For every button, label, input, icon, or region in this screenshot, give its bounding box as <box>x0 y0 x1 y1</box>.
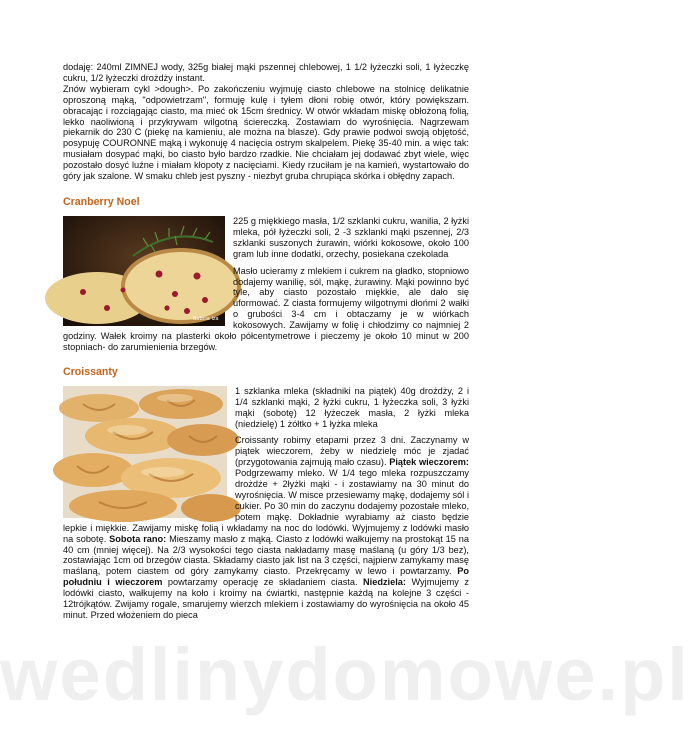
cranberry-cookies-photo <box>63 216 225 326</box>
saturday-morning-label: Sobota rano: <box>109 533 167 544</box>
afternoon-evening-label: Po południu i wieczorem <box>63 566 469 588</box>
croissanty-heading: Croissanty <box>63 365 118 378</box>
sunday-label: Niedziela: <box>363 577 406 588</box>
saturday-morning-text: Mieszamy masło z mąką. Ciasto z lodówki wałkujemy na prostokąt 15 na 40 cm (mniej więcej). Na 2/3 wysokości tego ciasta nakładamy masę maślaną (u góry 1/3 bez), zostawiając 1cm od brzegów ciasta. Składamy ciasto jak list na 3 części, najpierw zamykamy masę maślaną, potem ciastem od góry zamykamy ciasto. Przekręcamy w lewo i powtarzamy. <box>63 533 469 577</box>
friday-evening-text: Podgrzewamy mleko. W 1/4 tego mleka rozpuszczamy drożdże + 2łyżki mąki - i zostawiamy na 30 minut do wyrośnięcia. W misce przesiewamy mąkę, dodajemy sól i cukier. Po 30 min do zaczynu dodajemy pozostałe mleko, potem mąkę. Dokładnie wyrabiamy aż ciasto będzie lepkie i miękkie. Zawijamy miskę folią i wkładamy na noc do lodówki. Wyjmujemy z lodówki masło na sobotę. <box>63 468 469 544</box>
intro-paragraph-1: dodaję: 240ml ZIMNEJ wody, 325g białej mąki pszennej chlebowej, 1 1/2 łyżeczki soli, 1 łyżeczkę cukru, 1/2 łyżeczki drożdży instant. <box>63 62 469 83</box>
cranberry-section <box>63 216 469 353</box>
watermark: wedlinydomowe.pl <box>0 633 690 716</box>
photo-signature: Babcia Iza <box>193 315 219 322</box>
cranberry-ingredients: 225 g miękkiego masła, 1/2 szklanki cukru, wanilia, 2 łyżki mleka, pół łyżeczki soli, 2 -3 szklanki mąki pszennej, 2/3 szklanki suszonych żurawin, wiórki kokosowe, około 100 gram lub inne dodatki, orzechy, posiekana czekolada <box>233 215 469 259</box>
document-page <box>63 62 469 621</box>
sunday-text: Wyjmujemy z lodówki ciasto, wałkujemy na koło i kroimy na ćwiartki, następnie każdą na kolejne 3 części - 12trójkątów. Zwijamy rogale, smarujemy wierzch mlekiem i zostawiamy do wyrośnięcia na około 45 minut. Przed włożeniem do pieca <box>63 577 469 620</box>
afternoon-evening-text: powtarzamy operację ze składaniem ciasta. <box>167 577 358 588</box>
friday-evening-label: Piątek wieczorem: <box>389 457 469 468</box>
croissants-photo <box>63 386 227 518</box>
cranberry-method: Masło ucieramy z mlekiem i cukrem na gładko, stopniowo dodajemy wanilię, sól, mąkę, żurawiny. Mąki powinno być tyle, aby ciasto pozostało miękkie, ale dało się uformować. Z ciasta formujemy wilgotnymi dłońmi 2 wałki o grubości 3-4 cm i obtaczamy je w wiórkach kokosowych. Zawijamy w folię i chłodzimy co najmniej 2 godziny. Wałek kroimy na plasterki około półcentymetrowe i pieczemy je około 10 minut w 200 stopniach- do zarumienienia brzegów. <box>63 265 469 352</box>
method-intro: Croissanty robimy etapami przez 3 dni. Zaczynamy w piątek wieczorem, żeby w niedzielę móc je zjadać (przygotowania zajmują mało czasu). <box>235 435 469 468</box>
cranberry-noel-heading: Cranberry Noel <box>63 195 140 208</box>
intro-paragraph-2: Znów wybieram cykl >dough>. Po zakończeniu wyjmuję ciasto chlebowe na stolnicę delikatnie oproszoną mąką, "odpowietrzam", formuję kulę i tyłem dłoni robię otwór, który powiększam. obracając i rozciągając ciasto, ma mieć ok 15cm średnicy. W otwór wkładam miskę obłożoną folią, lekko naoliwioną i przykrywam wilgotną ściereczką. Zostawiam do wyrośnięcia. Nagrzewam piekarnik do 230 C (piekę na kamieniu, ale można na blasze). Gdy prawie podwoi swoją objętość, posypuję COURONNE mąką i wykonuję 4 nacięcia ostrym skalpelem. Piekę 35-40 min. a więc tak: musiałam dosypać mąki, bo ciasto było bardzo rzadkie. Nie chciałam jej dodawać zbyt wiele, więc pozostało dosyć luźne i miałam kłopoty z nacięciami. Kiedy rzuciłam je na kamień, wystartowało do góry jak szalone. W smaku chleb jest pyszny - niezbyt gruba chrupiąca skórka i obłędny zapach. <box>63 83 469 182</box>
croissant-ingredients: 1 szklanka mleka (składniki na piątek) 40g drożdży, 2 i 1/4 szklanki mąki, 2 łyżki cukru, 1 łyżeczka soli, 3 łyżki mąki (sobotę) 12 łyżeczek masła, 2 łyżki mleka (niedzielę) 1 żółtko + 1 łyżka mleka <box>235 385 469 429</box>
croissant-section <box>63 386 469 621</box>
